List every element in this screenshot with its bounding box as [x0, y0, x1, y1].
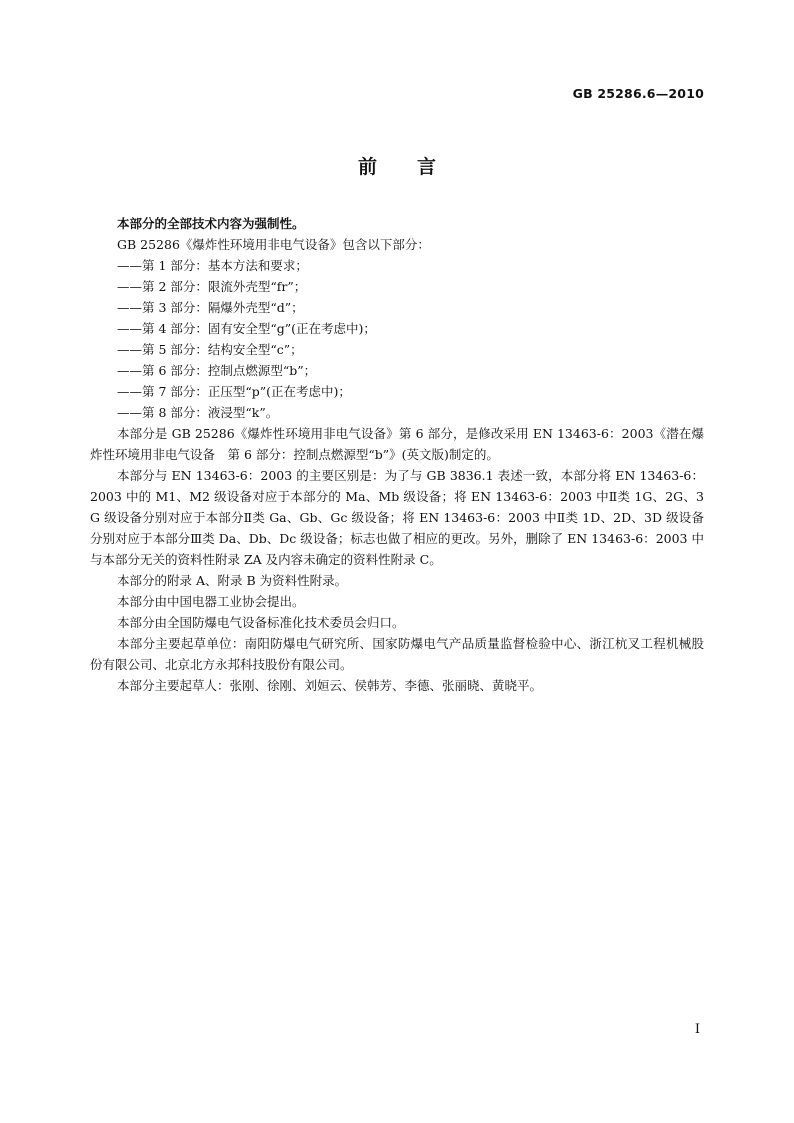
list-item-part-1: ——第 1 部分：基本方法和要求；: [117, 258, 308, 273]
proposer-paragraph: 本部分由中国电器工业协会提出。: [117, 594, 305, 609]
drafters-paragraph: 本部分主要起草人：张刚、徐刚、刘姮云、侯韩芳、李德、张丽晓、黄晓平。: [117, 678, 543, 693]
list-item-part-5: ——第 5 部分：结构安全型“c”；: [117, 342, 303, 357]
list-item-part-2: ——第 2 部分：限流外壳型“fr”；: [117, 279, 307, 294]
adoption-paragraph: 本部分是 GB 25286《爆炸性环境用非电气设备》第 6 部分，是修改采用 EN 13463-6：2003《潜在爆炸性环境用非电气设备 第 6 部分：控制点燃源型“b”》(英文版)制定的。: [90, 426, 704, 462]
document-body: [90, 213, 704, 696]
list-item-part-7: ——第 7 部分：正压型“p”(正在考虑中)；: [117, 384, 351, 399]
page-title: 前言: [357, 156, 476, 178]
series-intro: GB 25286《爆炸性环境用非电气设备》包含以下部分：: [117, 237, 430, 252]
mandatory-statement: 本部分的全部技术内容为强制性。: [117, 216, 305, 231]
page-number: Ⅰ: [694, 1022, 700, 1037]
list-item-part-8: ——第 8 部分：液浸型“k”。: [117, 405, 279, 420]
list-item-part-3: ——第 3 部分：隔爆外壳型“d”；: [117, 300, 304, 315]
drafting-units-paragraph: 本部分主要起草单位：南阳防爆电气研究所、国家防爆电气产品质量监督检验中心、浙江杭叉工程机械股份有限公司、北京北方永邦科技股份有限公司。: [90, 636, 704, 672]
list-item-part-4: ——第 4 部分：固有安全型“g”(正在考虑中)；: [117, 321, 376, 336]
list-item-part-6: ——第 6 部分：控制点燃源型“b”；: [117, 363, 317, 378]
standard-number: GB 25286.6—2010: [572, 86, 704, 101]
annex-paragraph: 本部分的附录 A、附录 B 为资料性附录。: [117, 573, 348, 588]
committee-paragraph: 本部分由全国防爆电气设备标准化技术委员会归口。: [117, 615, 405, 630]
differences-paragraph: 本部分与 EN 13463-6：2003 的主要区别是：为了与 GB 3836.1 表述一致，本部分将 EN 13463-6：2003 中的 M1、M2 级设备对应于本部分的 Ma、Mb 级设备；将 EN 13463-6：2003 中Ⅱ类 1G、2G、3G 级设备分别对应于本部分Ⅱ类 Ga、Gb、Gc 级设备；将 EN 13463-6：2003 中Ⅱ类 1D、2D、3D 级设备分别对应于本部分Ⅲ类 Da、Db、Dc 级设备；标志也做了相应的更改。另外，删除了 EN 13463-6：2003 中与本部分无关的资料性附录 ZA 及内容未确定的资料性附录 C。: [90, 468, 704, 567]
